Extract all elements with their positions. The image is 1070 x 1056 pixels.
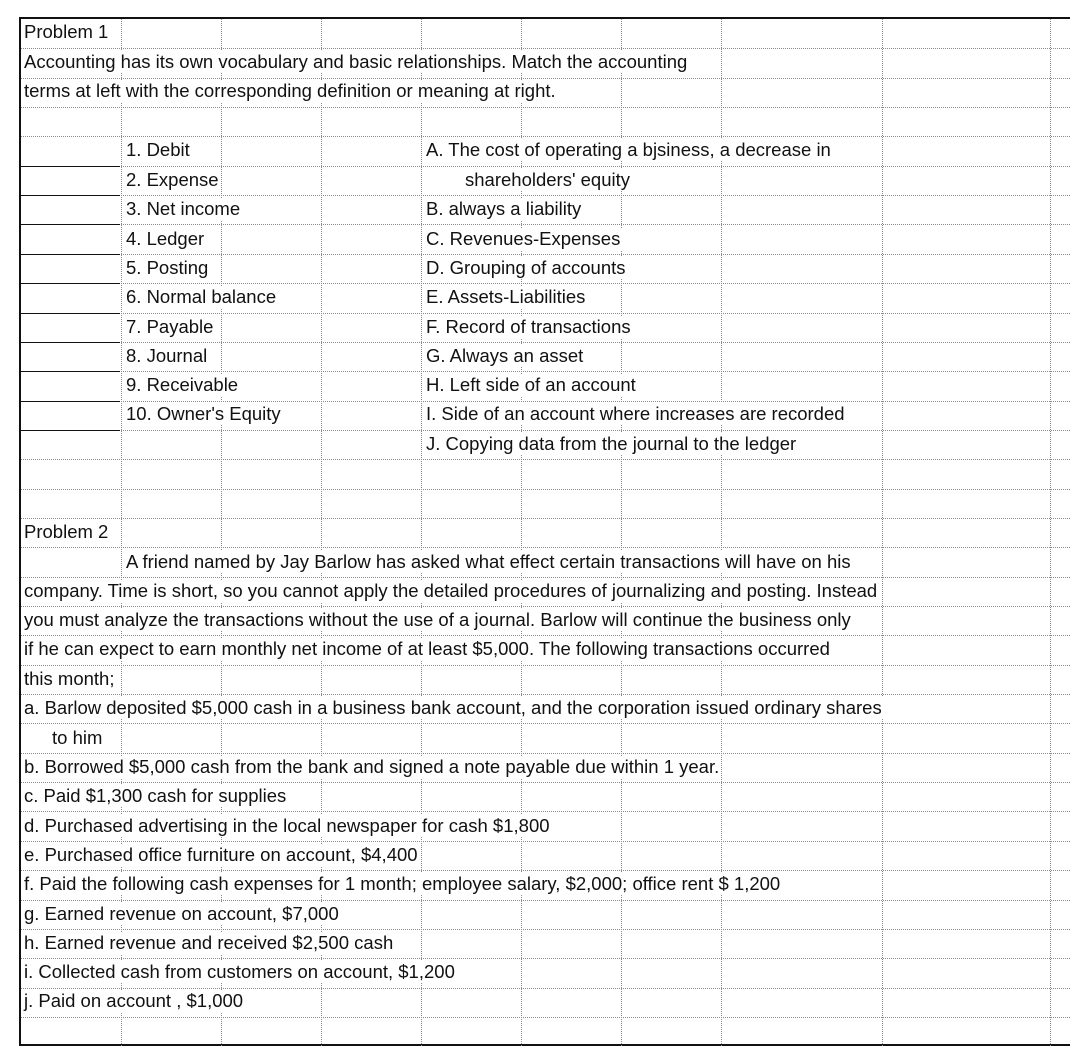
grid-row-line	[21, 136, 1070, 137]
definition-item: D. Grouping of accounts	[426, 257, 626, 278]
definition-item: A. The cost of operating a bjsiness, a decrease in	[426, 139, 831, 160]
problem2-intro-line: company. Time is short, so you cannot apply the detailed procedures of journalizing and posting. Instead	[24, 580, 878, 601]
problem1-title: Problem 1	[24, 21, 109, 42]
grid-row-line	[21, 283, 1070, 284]
grid-row-line	[21, 694, 1070, 695]
grid-row-line	[21, 166, 1070, 167]
term-item: 6. Normal balance	[126, 286, 277, 307]
grid-row-line	[21, 430, 1070, 431]
answer-blank-line	[21, 342, 120, 343]
grid-row-line	[21, 107, 1070, 108]
problem2-intro-line: you must analyze the transactions without the use of a journal. Barlow will continue the business only	[24, 609, 851, 630]
transaction-item: c. Paid $1,300 cash for supplies	[24, 785, 287, 806]
definition-item: J. Copying data from the journal to the ledger	[426, 433, 797, 454]
grid-row-line	[21, 811, 1070, 812]
grid-row-line	[21, 313, 1070, 314]
definition-item: H. Left side of an account	[426, 374, 636, 395]
transaction-item: a. Barlow deposited $5,000 cash in a business bank account, and the corporation issued ordinary shares	[24, 697, 882, 718]
grid-row-line	[21, 371, 1070, 372]
definition-item: B. always a liability	[426, 198, 582, 219]
grid-row-line	[21, 459, 1070, 460]
answer-blank-line	[21, 371, 120, 372]
term-item: 3. Net income	[126, 198, 241, 219]
grid-row-line	[21, 753, 1070, 754]
grid-row-line	[21, 195, 1070, 196]
grid-row-line	[21, 782, 1070, 783]
term-item: 9. Receivable	[126, 374, 239, 395]
grid-column-line	[882, 19, 883, 1046]
grid-row-line	[21, 723, 1070, 724]
grid-row-line	[21, 635, 1070, 636]
grid-row-line	[21, 224, 1070, 225]
term-item: 10. Owner's Equity	[126, 403, 281, 424]
grid-row-line	[21, 606, 1070, 607]
definition-item: F. Record of transactions	[426, 316, 631, 337]
grid-row-line	[21, 401, 1070, 402]
transaction-item: i. Collected cash from customers on account, $1,200	[24, 961, 455, 982]
answer-blank-line	[21, 430, 120, 431]
grid-row-line	[21, 48, 1070, 49]
transaction-item: h. Earned revenue and received $2,500 cash	[24, 932, 394, 953]
answer-blank-line	[21, 195, 120, 196]
grid-row-line	[21, 900, 1070, 901]
grid-row-line	[21, 870, 1070, 871]
answer-blank-line	[21, 166, 120, 167]
grid-row-line	[21, 489, 1070, 490]
grid-column-line	[1050, 19, 1051, 1046]
grid-row-line	[21, 547, 1070, 548]
grid-row-line	[21, 577, 1070, 578]
transaction-item: to him	[52, 727, 103, 748]
answer-blank-line	[21, 224, 120, 225]
problem1-intro-line2: terms at left with the corresponding definition or meaning at right.	[24, 80, 556, 101]
transaction-item: d. Purchased advertising in the local newspaper for cash $1,800	[24, 815, 550, 836]
grid-row-line	[21, 988, 1070, 989]
term-item: 7. Payable	[126, 316, 214, 337]
problem1-intro-line1: Accounting has its own vocabulary and basic relationships. Match the accounting	[24, 51, 688, 72]
problem2-title: Problem 2	[24, 521, 109, 542]
transaction-item: b. Borrowed $5,000 cash from the bank and signed a note payable due within 1 year.	[24, 756, 720, 777]
answer-blank-line	[21, 254, 120, 255]
term-item: 8. Journal	[126, 345, 208, 366]
transaction-item: e. Purchased office furniture on account, $4,400	[24, 844, 418, 865]
definition-item: G. Always an asset	[426, 345, 584, 366]
transaction-item: f. Paid the following cash expenses for 1 month; employee salary, $2,000; office rent $ 1,200	[24, 873, 781, 894]
grid-row-line	[21, 1017, 1070, 1018]
answer-blank-line	[21, 401, 120, 402]
grid-row-line	[21, 254, 1070, 255]
answer-blank-line	[21, 313, 120, 314]
grid-row-line	[21, 958, 1070, 959]
problem2-intro-line: this month;	[24, 668, 115, 689]
transaction-item: g. Earned revenue on account, $7,000	[24, 903, 339, 924]
definition-item: I. Side of an account where increases are recorded	[426, 403, 845, 424]
problem2-intro-line: if he can expect to earn monthly net income of at least $5,000. The following transactions occurred	[24, 638, 830, 659]
grid-row-line	[21, 665, 1070, 666]
grid-row-line	[21, 929, 1070, 930]
problem2-intro-line: A friend named by Jay Barlow has asked what effect certain transactions will have on his	[126, 551, 851, 572]
grid-row-line	[21, 518, 1070, 519]
grid-row-line	[21, 342, 1070, 343]
term-item: 4. Ledger	[126, 228, 205, 249]
term-item: 2. Expense	[126, 169, 219, 190]
definition-item: C. Revenues-Expenses	[426, 228, 621, 249]
grid-row-line	[21, 78, 1070, 79]
transaction-item: j. Paid on account , $1,000	[24, 990, 244, 1011]
grid-row-line	[21, 841, 1070, 842]
answer-blank-line	[21, 283, 120, 284]
term-item: 5. Posting	[126, 257, 209, 278]
definition-item: E. Assets-Liabilities	[426, 286, 586, 307]
definition-item: shareholders' equity	[465, 169, 630, 190]
term-item: 1. Debit	[126, 139, 190, 160]
